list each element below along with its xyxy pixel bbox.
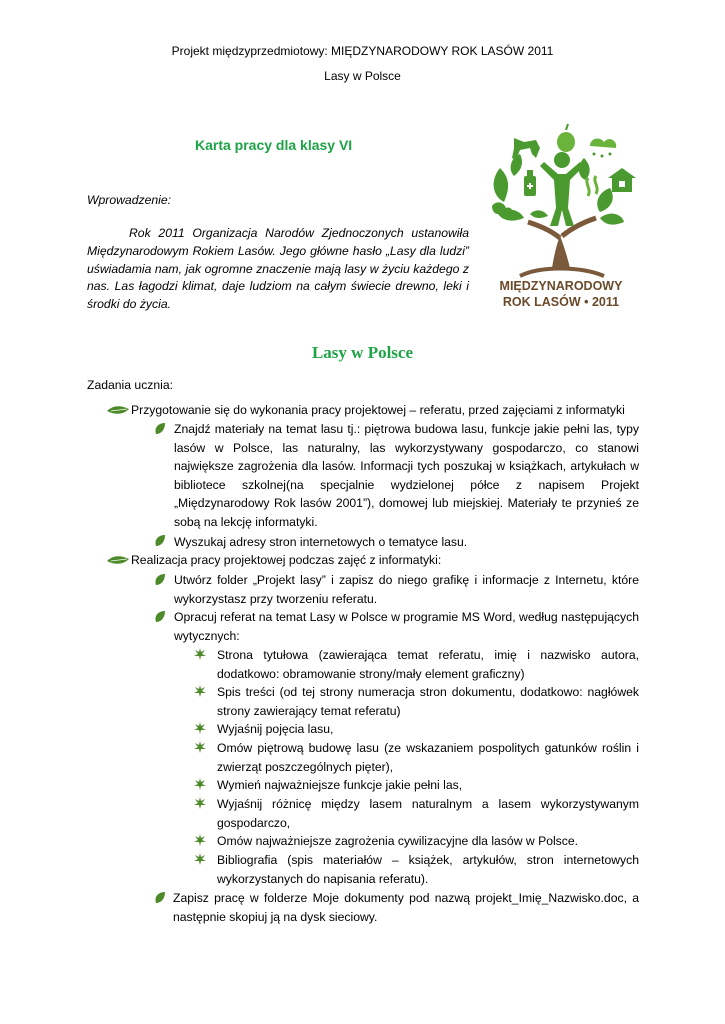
- subtask-4: Omów piętrową budowę lasu (ze wskazaniem pospolitych gatunków roślin i zwierząt poszczególnych pięter),: [217, 741, 639, 774]
- task-2: Realizacja pracy projektowej podczas zajęć z informatyki:: [131, 553, 442, 567]
- leaf-branch-icon: [107, 403, 131, 420]
- subtask-8: Bibliografia (spis materiałów – książek, artykułów, stron internetowych wykorzystanych do napisania referatu).: [217, 853, 639, 886]
- intro-text: Rok 2011 Organizacja Narodów Zjednoczonych ustanowiła Międzynarodowym Rokiem Lasów. Jego główne hasło „Lasy dla ludzi” uświadamia nam, jak ogromne znaczenie mają lasy w życiu każdego z nas. Las łagodzi klimat, daje ludziom na całym świecie drewno, leki i środki do życia.: [87, 226, 469, 312]
- leaf-icon: [154, 422, 166, 438]
- leaf-branch-icon: [107, 553, 131, 570]
- intro-paragraph: [87, 225, 469, 314]
- task-1-1: Znajdź materiały na temat lasu tj.: piętrowa budowa lasu, funkcje jakie pełni las, typy lasów w Polsce, las naturalny, las wykorzystywany gospodarczo, co stanowi największe zagrożenia dla lasów. Informacji tych poszukaj w książkach, artykułach w bibliotece szkolnej(na specjalnie wydzielonej półce z napisem Projekt „Międzynarodowy Rok lasów 2001”), domowej lub miejskiej. Materiały te przynieś ze sobą na lekcję informatyki.: [174, 422, 639, 529]
- intro-label: Wprowadzenie:: [87, 193, 171, 207]
- leaf-icon: [154, 534, 166, 550]
- star-leaf-icon: [194, 648, 206, 663]
- subtask-6: Wyjaśnij różnicę między lasem naturalnym a lasem wykorzystywanym gospodarczo,: [217, 797, 639, 830]
- leaf-icon: [154, 610, 166, 626]
- tasks-label: Zadania ucznia:: [87, 378, 174, 392]
- logo-line1: MIĘDZYNARODOWY: [499, 279, 623, 293]
- subtask-5: Wymień najważniejsze funkcje jakie pełni las,: [217, 778, 463, 792]
- task-1-2: Wyszukaj adresy stron internetowych o tematyce lasu.: [174, 535, 468, 549]
- page-header-subtitle: Lasy w Polsce: [324, 69, 401, 83]
- leaf-icon: [154, 573, 166, 589]
- subtask-1: Strona tytułowa (zawierająca temat referatu, imię i nazwisko autora, dodatkowo: obramowanie strony/mały element graficzny): [217, 648, 639, 681]
- task-2-2: Opracuj referat na temat Lasy w Polsce w programie MS Word, według następujących wytycznych:: [174, 610, 639, 643]
- tree-logo-icon: [480, 118, 642, 318]
- star-leaf-icon: [194, 853, 206, 868]
- task-2-3: Zapisz pracę w folderze Moje dokumenty pod nazwą projekt_Imię_Nazwisko.doc, a następnie skopiuj ją na dysk sieciowy.: [173, 891, 639, 924]
- subtask-7: Omów najważniejsze zagrożenia cywilizacyjne dla lasów w Polsce.: [217, 834, 579, 848]
- star-leaf-icon: [194, 685, 206, 700]
- worksheet-title: Karta pracy dla klasy VI: [195, 137, 353, 153]
- star-leaf-icon: [194, 778, 206, 793]
- star-leaf-icon: [194, 741, 206, 756]
- page-header-project: Projekt międzyprzedmiotowy: MIĘDZYNARODOWY ROK LASÓW 2011: [171, 44, 554, 58]
- task-1: Przygotowanie się do wykonania pracy projektowej – referatu, przed zajęciami z informatyki: [131, 403, 625, 417]
- star-leaf-icon: [194, 834, 206, 849]
- logo-line2: ROK LASÓW • 2011: [502, 295, 620, 309]
- international-year-of-forests-logo: [480, 118, 642, 318]
- leaf-icon: [154, 891, 166, 907]
- star-leaf-icon: [194, 722, 206, 737]
- task-2-1: Utwórz folder „Projekt lasy” i zapisz do niego grafikę i informacje z Internetu, które wykorzystasz przy tworzeniu referatu.: [174, 573, 639, 606]
- star-leaf-icon: [194, 797, 206, 812]
- subtask-3: Wyjaśnij pojęcia lasu,: [217, 722, 334, 736]
- subtask-2: Spis treści (od tej strony numeracja stron dokumentu, dodatkowo: nagłówek strony zawierający temat referatu): [217, 685, 639, 718]
- section-title: Lasy w Polsce: [311, 343, 414, 362]
